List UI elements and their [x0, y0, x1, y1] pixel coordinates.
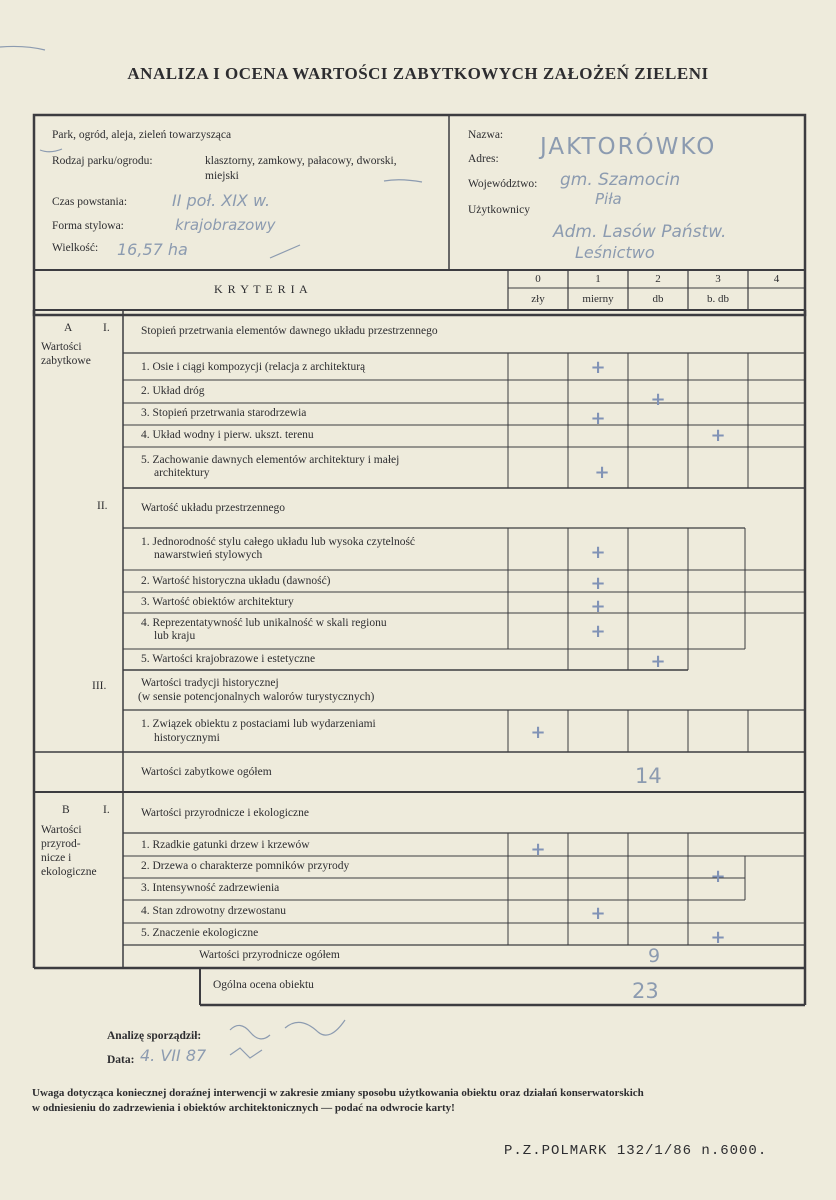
- a3-item-1: 1. Związek obiektu z postaciami lub wydarzeniami: [141, 718, 376, 730]
- nazwa-value: JAKTORÓWKO: [540, 134, 717, 160]
- wojewodztwo-value: gm. Szamocin: [560, 170, 681, 190]
- b-total-value: 9: [648, 945, 661, 967]
- czas-value: II poł. XIX w.: [172, 191, 271, 210]
- section-b-letter: B: [62, 804, 70, 816]
- data-label: Data:: [107, 1054, 135, 1066]
- forma-label: Forma stylowa:: [52, 220, 124, 232]
- czas-label: Czas powstania:: [52, 196, 128, 208]
- section-b-side-label-2: przyrod-: [41, 838, 81, 850]
- mark-b1-5: +: [710, 927, 726, 948]
- b-total-label: Wartości przyrodnicze ogółem: [199, 949, 340, 961]
- footnote-line-1: Uwaga dotycząca koniecznej doraźnej interwencji w zakresie zmiany sposobu użytkowania obiektu oraz działań konserwatorskich: [32, 1087, 644, 1099]
- sporzadzil-label: Analizę sporządził:: [107, 1030, 202, 1042]
- scale-3: 3: [715, 273, 721, 285]
- mark-a2-1: +: [590, 542, 606, 563]
- wojewodztwo-value-2: Piła: [595, 190, 622, 208]
- a2-item-3: 3. Wartość obiektów architektury: [141, 596, 294, 608]
- kryteria-label: K R Y T E R I A: [214, 282, 309, 296]
- a2-item-2: 2. Wartość historyczna układu (dawność): [141, 575, 331, 587]
- rodzaj-options: klasztorny, zamkowy, pałacowy, dworski,: [205, 155, 397, 167]
- section-b-roman-1: I.: [103, 804, 110, 816]
- b1-item-1: 1. Rzadkie gatunki drzew i krzewów: [141, 839, 310, 851]
- data-value: 4. VII 87: [140, 1046, 207, 1065]
- a-total-value: 14: [635, 764, 662, 788]
- scale-word-2: db: [652, 293, 664, 305]
- b1-item-4: 4. Stan zdrowotny drzewostanu: [141, 905, 286, 917]
- mark-a2-3: +: [590, 596, 606, 617]
- b1-item-5: 5. Znaczenie ekologiczne: [141, 927, 259, 939]
- section-a-side-label-2: zabytkowe: [41, 355, 91, 367]
- mark-a1-2: +: [650, 389, 666, 410]
- section-a-letter: A: [64, 322, 73, 334]
- wielkosc-value: 16,57 ha: [117, 240, 188, 259]
- scale-word-0: zły: [531, 293, 545, 305]
- a2-item-1: 1. Jednorodność stylu całego układu lub wysoka czytelność: [141, 536, 416, 548]
- forma-value: krajobrazowy: [175, 216, 276, 234]
- a1-item-5-cont: architektury: [154, 467, 210, 479]
- scale-4: 4: [773, 273, 780, 285]
- mark-a2-5: +: [650, 651, 666, 672]
- park-label: Park, ogród, aleja, zieleń towarzysząca: [52, 129, 232, 141]
- uzytkownicy-value-1: Adm. Lasów Państw.: [553, 222, 727, 242]
- mark-a3-1: +: [530, 722, 546, 743]
- a2-item-1-cont: nawarstwień stylowych: [154, 549, 263, 561]
- a1-item-2: 2. Układ dróg: [141, 385, 205, 397]
- section-b-side-label-3: nicze i: [41, 852, 72, 864]
- a2-item-5: 5. Wartości krajobrazowe i estetyczne: [141, 653, 316, 665]
- mark-a2-4: +: [590, 621, 606, 642]
- mark-a2-2: +: [590, 573, 606, 594]
- a1-item-5: 5. Zachowanie dawnych elementów architektury i małej: [141, 454, 400, 466]
- section-a-roman-3: III.: [92, 680, 107, 692]
- mark-a1-3: +: [590, 408, 606, 429]
- a1-item-1: 1. Osie i ciągi kompozycji (relacja z architekturą: [141, 361, 366, 373]
- b1-item-3: 3. Intensywność zadrzewienia: [141, 882, 280, 894]
- mark-b1-1: +: [530, 839, 546, 860]
- b1-group-title: Wartości przyrodnicze i ekologiczne: [141, 807, 309, 819]
- nazwa-label: Nazwa:: [468, 129, 504, 141]
- uzytkownicy-value-2: Leśnictwo: [575, 243, 655, 262]
- overall-label: Ogólna ocena obiektu: [213, 979, 314, 991]
- adres-label: Adres:: [468, 153, 499, 165]
- wojewodztwo-label: Województwo:: [468, 178, 538, 190]
- a1-item-4: 4. Układ wodny i pierw. ukszt. terenu: [141, 429, 314, 441]
- scale-word-1: mierny: [582, 293, 614, 305]
- a2-group-title: Wartość układu przestrzennego: [141, 502, 286, 514]
- section-a-roman-2: II.: [97, 500, 108, 512]
- section-b-side-label: Wartości: [41, 824, 82, 836]
- b1-item-2: 2. Drzewa o charakterze pomników przyrody: [141, 860, 350, 872]
- overall-value: 23: [632, 979, 659, 1003]
- scale-1: 1: [595, 273, 601, 285]
- a1-group-title: Stopień przetrwania elementów dawnego układu przestrzennego: [141, 325, 438, 337]
- a2-item-4: 4. Reprezentatywność lub unikalność w skali regionu: [141, 617, 387, 629]
- section-a-side-label: Wartości: [41, 341, 82, 353]
- a2-item-4-cont: lub kraju: [154, 630, 196, 642]
- a3-group-title-2: (w sensie potencjonalnych walorów turystycznych): [138, 691, 375, 703]
- rodzaj-label: Rodzaj parku/ogrodu:: [52, 155, 153, 167]
- mark-a1-1: +: [590, 357, 606, 378]
- mark-b1-3: +: [710, 866, 726, 887]
- mark-a1-5: +: [594, 462, 610, 483]
- print-code: P.Z.POLMARK 132/1/86 n.6000.: [504, 1143, 768, 1159]
- footnote-line-2: w odniesieniu do zadrzewienia i obiektów architektonicznych — podać na odwrocie karty!: [32, 1102, 455, 1114]
- uzytkownicy-label: Użytkownicy: [468, 204, 530, 216]
- wielkosc-label: Wielkość:: [52, 242, 99, 254]
- a3-item-1-cont: historycznymi: [154, 732, 220, 744]
- section-a-roman-1: I.: [103, 322, 110, 334]
- scale-0: 0: [535, 273, 541, 285]
- rodzaj-options-2: miejski: [205, 170, 239, 182]
- scale-2: 2: [655, 273, 661, 285]
- a1-item-3: 3. Stopień przetrwania starodrzewia: [141, 407, 307, 419]
- scale-word-3: b. db: [707, 293, 729, 305]
- a3-group-title: Wartości tradycji historycznej: [141, 677, 279, 689]
- form-title: ANALIZA I OCENA WARTOŚCI ZABYTKOWYCH ZAŁOŻEŃ ZIELENI: [127, 64, 709, 83]
- a-total-label: Wartości zabytkowe ogółem: [141, 766, 272, 778]
- section-b-side-label-4: ekologiczne: [41, 866, 97, 878]
- mark-b1-4: +: [590, 903, 606, 924]
- mark-a1-4: +: [710, 425, 726, 446]
